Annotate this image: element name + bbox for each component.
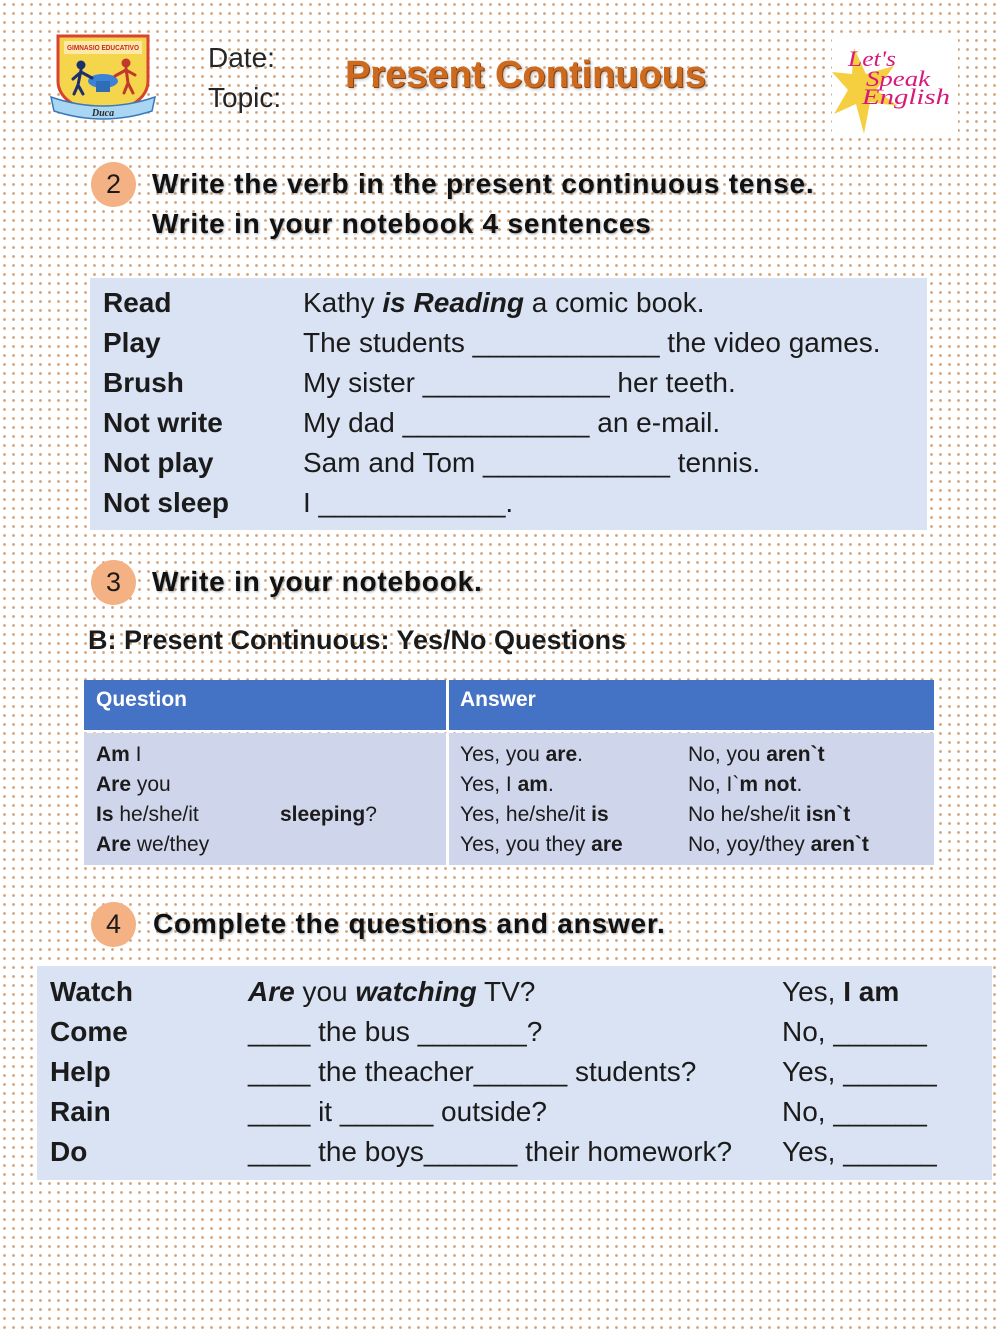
row-question — [248, 972, 535, 1012]
yes-answer — [460, 800, 688, 830]
answer-bold: am — [517, 773, 548, 796]
school-logo-top-text: GIMNASIO EDUCATIVO — [67, 43, 140, 52]
answer-text: Yes, — [782, 976, 844, 1007]
answer-bold: isn`t — [805, 803, 851, 826]
row-verb: Not sleep — [103, 487, 230, 518]
answer-text: Yes, he/she/it — [460, 803, 592, 826]
exercise2-row — [90, 323, 927, 363]
grammar-table-header — [84, 680, 934, 730]
answer-text: Yes, you they — [460, 833, 592, 856]
row-answer: Yes, ______ — [782, 1136, 937, 1167]
exercise4-row — [37, 1092, 992, 1132]
row-question: ____ it ______ outside? — [248, 1096, 547, 1127]
answer-bold: m not — [739, 773, 797, 796]
column-header-answer: Answer — [446, 680, 934, 730]
row-verb: Read — [103, 287, 172, 318]
answer-bold: is — [591, 803, 609, 826]
exercise4-row — [37, 1052, 992, 1092]
question-subject: you — [131, 773, 171, 796]
brand-logo-line2: Speak — [866, 66, 932, 91]
question-subject: I — [129, 743, 142, 766]
exercise-number-badge: 4 — [91, 902, 136, 947]
school-logo-banner-text: Duca — [91, 108, 115, 119]
yes-answer — [460, 770, 688, 800]
sentence-text: a comic book. — [523, 287, 705, 318]
question-auxiliary: Am — [96, 743, 130, 766]
sentence-example-answer: is Reading — [382, 287, 524, 318]
question-rest: TV? — [476, 976, 536, 1007]
answer-row — [460, 830, 934, 860]
exercise2-row — [90, 483, 927, 523]
brand-logo-line1: Let's — [846, 46, 896, 71]
exercise4-row — [37, 972, 992, 1012]
answer-end: . — [547, 773, 554, 796]
answer-bold: aren`t — [766, 743, 825, 766]
row-verb: Play — [103, 327, 161, 358]
row-answer: No, ______ — [782, 1016, 927, 1047]
row-sentence — [303, 283, 705, 323]
exercise3-instruction: Write in your notebook. — [152, 566, 483, 597]
answer-text: No, you — [688, 743, 767, 766]
question-main — [96, 800, 280, 830]
row-answer — [782, 972, 899, 1012]
question-subject: he/she/it — [113, 803, 199, 826]
question-subject: you — [294, 976, 356, 1007]
row-verb: Come — [50, 1016, 128, 1047]
row-verb: Not write — [103, 407, 223, 438]
question-verb: sleeping — [280, 803, 366, 826]
no-answer — [688, 743, 825, 766]
row-verb: Do — [50, 1136, 88, 1167]
row-verb: Help — [50, 1056, 111, 1087]
row-sentence: My sister ____________ her teeth. — [303, 367, 736, 398]
row-question: ____ the boys______ their homework? — [248, 1136, 733, 1167]
grammar-table-heading: B: Present Continuous: Yes/No Questions — [88, 625, 627, 655]
exercise4-row — [37, 1132, 992, 1172]
column-header-question: Question — [96, 688, 188, 711]
answer-end: . — [577, 743, 583, 766]
answer-column — [446, 733, 934, 865]
exercise-number-badge: 3 — [91, 560, 136, 605]
answer-text: Yes, you — [460, 743, 546, 766]
yes-answer — [460, 740, 688, 770]
lets-speak-english-logo-icon — [832, 34, 958, 138]
exercise2-row — [90, 443, 927, 483]
row-verb: Not play — [103, 447, 214, 478]
question-auxiliary: Are — [96, 833, 132, 856]
exercise2-row — [90, 363, 927, 403]
row-verb: Watch — [50, 976, 133, 1007]
question-row — [96, 770, 446, 800]
exercise2-sentence-box — [90, 278, 927, 530]
row-verb: Rain — [50, 1096, 111, 1127]
brand-logo — [832, 34, 958, 138]
question-auxiliary: Is — [96, 803, 114, 826]
no-answer — [688, 833, 869, 856]
answer-bold: I am — [843, 976, 900, 1007]
question-verb: watching — [355, 976, 477, 1007]
answer-row — [460, 800, 934, 830]
exercise2-instruction-line2: Write in your notebook 4 sentences — [152, 208, 652, 239]
question-column — [84, 733, 446, 865]
question-auxiliary: Are — [96, 773, 132, 796]
grammar-table-body — [84, 733, 934, 865]
row-question: ____ the theacher______ students? — [248, 1056, 697, 1087]
row-question: ____ the bus _______? — [248, 1016, 543, 1047]
date-label: Date: — [208, 42, 275, 73]
row-verb: Brush — [103, 367, 184, 398]
answer-text: No, I` — [688, 773, 740, 796]
question-row — [96, 800, 446, 830]
row-answer: No, ______ — [782, 1096, 927, 1127]
exercise4-row — [37, 1012, 992, 1052]
no-answer — [688, 773, 802, 796]
row-answer: Yes, ______ — [782, 1056, 937, 1087]
exercise-number-badge: 2 — [91, 162, 136, 207]
school-logo — [48, 31, 158, 127]
question-row — [96, 830, 446, 860]
school-crest-icon — [48, 31, 158, 127]
exercise2-row — [90, 403, 927, 443]
question-mark: ? — [365, 803, 377, 826]
answer-bold: are — [545, 743, 578, 766]
topic-label: Topic: — [208, 82, 282, 113]
grammar-table — [84, 680, 934, 865]
answer-row — [460, 740, 934, 770]
answer-bold: are — [591, 833, 623, 856]
answer-text: Yes, I — [460, 773, 518, 796]
no-answer — [688, 803, 850, 826]
exercise4-question-box — [37, 966, 992, 1180]
page-title: Present Continuous — [345, 54, 707, 96]
answer-text: No, yoy/they — [688, 833, 811, 856]
brand-logo-line3: English — [860, 84, 950, 109]
row-sentence: My dad ____________ an e-mail. — [303, 407, 721, 438]
row-sentence: Sam and Tom ____________ tennis. — [303, 447, 761, 478]
exercise2-instruction-line1: Write the verb in the present continuous tense. — [152, 168, 815, 199]
answer-row — [460, 770, 934, 800]
row-sentence: I ____________. — [303, 487, 514, 518]
question-subject: we/they — [131, 833, 210, 856]
sentence-text: Kathy — [303, 287, 383, 318]
exercise4-instruction: Complete the questions and answer. — [153, 908, 666, 939]
question-auxiliary: Are — [248, 976, 295, 1007]
answer-bold: aren`t — [810, 833, 869, 856]
row-sentence: The students ____________ the video games. — [303, 327, 881, 358]
yes-answer — [460, 830, 688, 860]
answer-text: No he/she/it — [688, 803, 806, 826]
answer-end: . — [796, 773, 803, 796]
question-row — [96, 740, 446, 770]
exercise2-row — [90, 283, 927, 323]
